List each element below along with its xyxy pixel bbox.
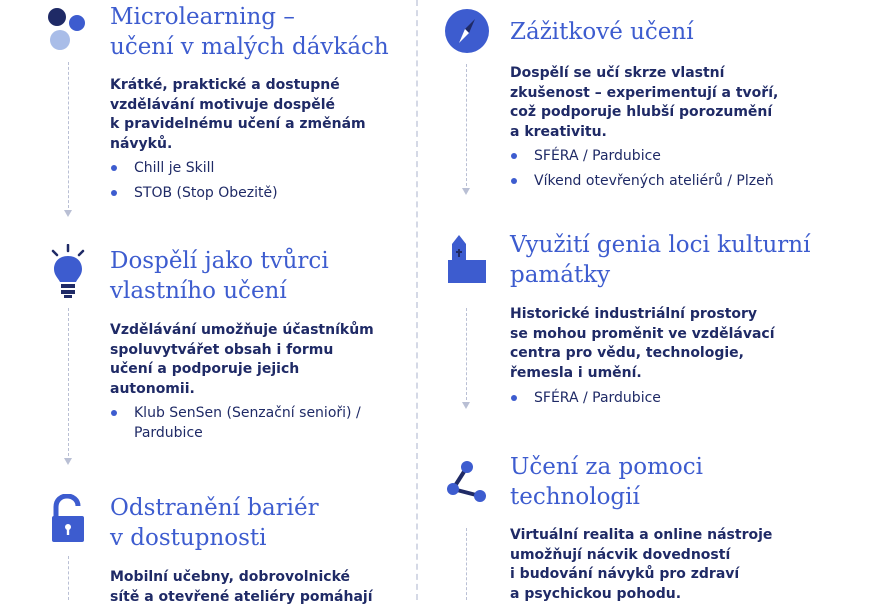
section-title: Dospělí jako tvůrci vlastního učení <box>110 248 329 304</box>
section-description: Virtuální realita a online nástroje umožňují nácvik dovedností i budování návyků pro zdraví a psychickou pohodu. <box>510 527 773 602</box>
list-item: Klub SenSen (Senzační senioři) / Pardubice <box>110 403 361 443</box>
section-title: Microlearning – učení v malých dávkách <box>110 4 389 60</box>
compass-icon <box>444 8 490 54</box>
example-list <box>510 146 774 196</box>
section-title: Zážitkové učení <box>510 19 694 45</box>
connector-line <box>466 308 467 400</box>
section-description: Vzdělávání umožňuje účastníkům spoluvytvářet obsah i formu učení a podporuje jejich autonomii. <box>110 322 374 397</box>
padlock-open-icon <box>50 494 86 544</box>
church-icon <box>446 232 488 284</box>
example-list <box>110 403 361 448</box>
connector-arrow <box>462 188 470 195</box>
connector-line <box>68 556 69 600</box>
connector-line <box>466 528 467 600</box>
connector-arrow <box>462 402 470 409</box>
section-description: Mobilní učebny, dobrovolnické sítě a otevřené ateliéry pomáhají <box>110 569 373 605</box>
list-item: SFÉRA / Pardubice <box>510 388 661 408</box>
list-item: Víkend otevřených ateliérů / Plzeň <box>510 171 774 191</box>
section-description: Historické industriální prostory se mohou proměnit ve vzdělávací centra pro vědu, technologie, řemesla i umění. <box>510 306 775 381</box>
connector-line <box>68 308 69 456</box>
share-nodes-icon <box>444 458 490 504</box>
section-title: Odstranění bariér v dostupnosti <box>110 495 319 551</box>
column-divider <box>416 0 418 600</box>
connector-line <box>466 64 467 186</box>
list-item: STOB (Stop Obezitě) <box>110 183 278 203</box>
list-item: Chill je Skill <box>110 158 278 178</box>
list-item: SFÉRA / Pardubice <box>510 146 774 166</box>
lightbulb-icon <box>48 244 88 300</box>
section-title: Využití genia loci kulturní památky <box>510 232 811 288</box>
section-description: Dospělí se učí skrze vlastní zkušenost – experimentují a tvoří, což podporuje hlubší porozumění a kreativitu. <box>510 65 779 140</box>
section-description: Krátké, praktické a dostupné vzdělávání motivuje dospělé k pravidelnému učení a změnám návyků. <box>110 77 366 152</box>
section-title: Učení za pomoci technologií <box>510 454 703 510</box>
connector-arrow <box>64 458 72 465</box>
connector-line <box>68 62 69 208</box>
example-list <box>510 388 661 413</box>
bubbles-icon <box>46 6 92 52</box>
connector-arrow <box>64 210 72 217</box>
example-list <box>110 158 278 208</box>
